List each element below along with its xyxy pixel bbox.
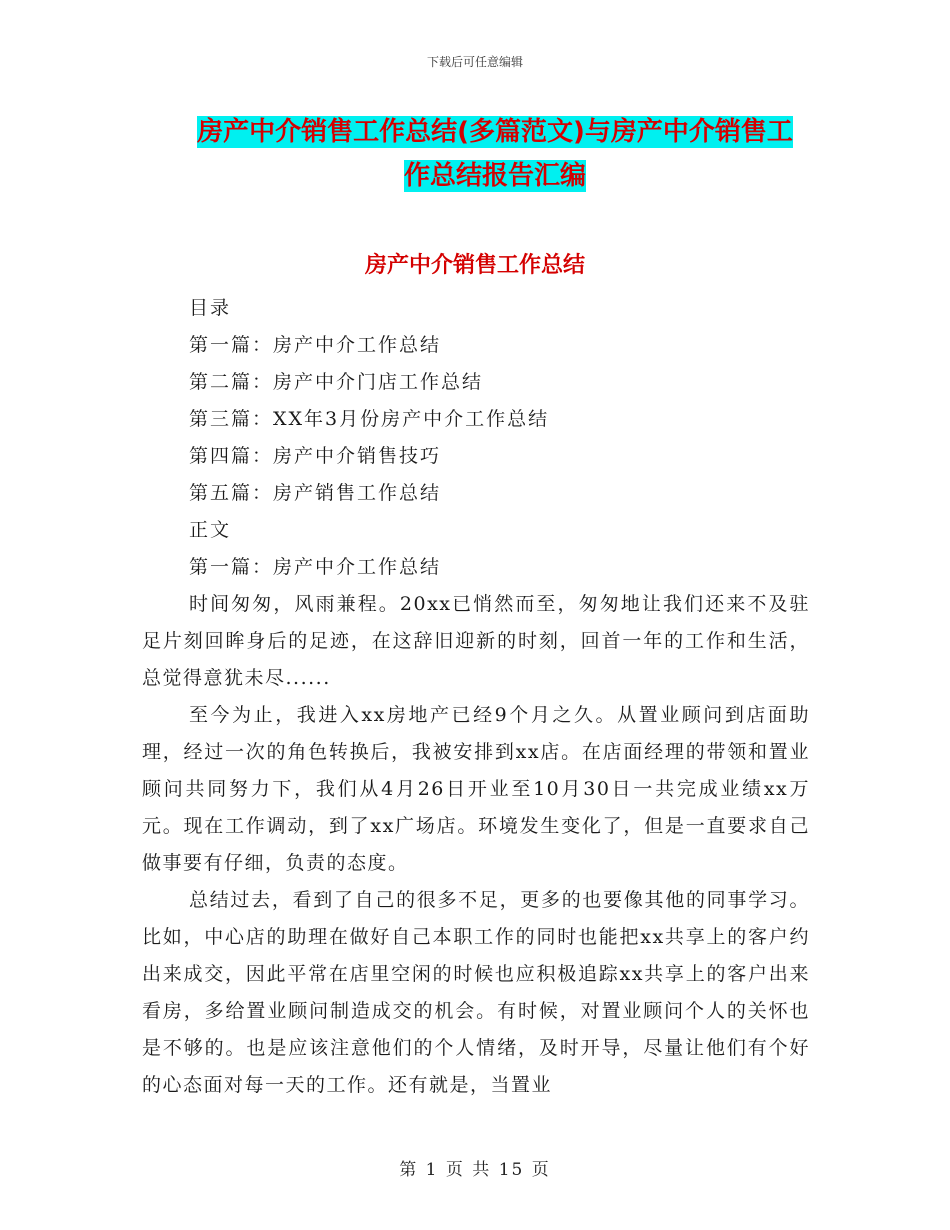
document-body (142, 290, 810, 1104)
toc-item: 第五篇：房产销售工作总结 (189, 482, 442, 504)
section-title: 房产中介销售工作总结 (364, 253, 585, 278)
toc-item: 第三篇：XX年3月份房产中介工作总结 (189, 408, 550, 430)
toc-item: 第二篇：房产中介门店工作总结 (189, 371, 484, 393)
toc-item: 第一篇：房产中介工作总结 (189, 334, 442, 356)
document-title-line2: 作总结报告汇编 (403, 161, 586, 191)
document-title-line1: 房产中介销售工作总结(多篇范文)与房产中介销售工 (197, 117, 793, 147)
body-paragraph: 至今为止，我进入xx房地产已经9个月之久。从置业顾问到店面助理，经过一次的角色转换后，我被安排到xx店。在店面经理的带领和置业顾问共同努力下，我们从4月26日开业至10月30日一共完成业绩xx万元。现在工作调动，到了xx广场店。环境发生变化了，但是一直要求自己做事要有仔细，负责的态度。 (142, 704, 810, 874)
body-paragraph: 时间匆匆，风雨兼程。20xx已悄然而至，匆匆地让我们还来不及驻足片刻回眸身后的足迹，在这辞旧迎新的时刻，回首一年的工作和生活，总觉得意犹未尽...... (142, 593, 810, 689)
toc-item: 第四篇：房产中介销售技巧 (189, 445, 442, 467)
page-header-note: 下载后可任意编辑 (426, 55, 523, 69)
body-paragraph: 总结过去，看到了自己的很多不足，更多的也要像其他的同事学习。比如，中心店的助理在做好自己本职工作的同时也能把xx共享上的客户约出来成交，因此平常在店里空闲的时候也应积极追踪xx共享上的客户出来看房，多给置业顾问制造成交的机会。有时候，对置业顾问个人的关怀也是不够的。也是应该注意他们的个人情绪，及时开导，尽量让他们有个好的心态面对每一天的工作。还有就是，当置业 (142, 889, 810, 1096)
document-title (150, 110, 840, 198)
body-heading: 正文 (189, 519, 232, 541)
chapter-heading: 第一篇：房产中介工作总结 (189, 556, 442, 578)
toc-heading: 目录 (189, 297, 232, 319)
page-number: 第 1 页 共 15 页 (399, 1160, 551, 1180)
